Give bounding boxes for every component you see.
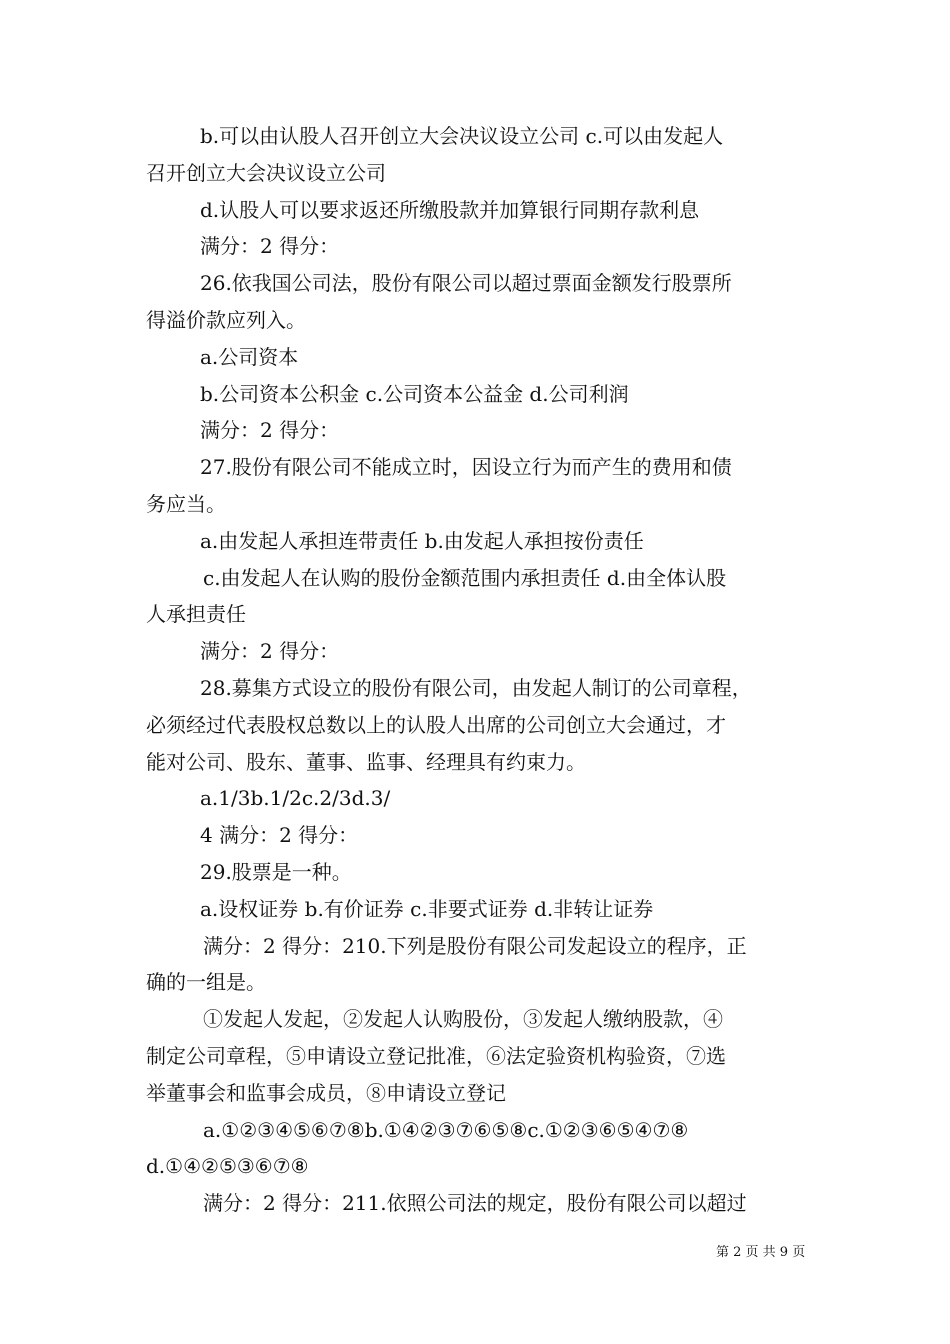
text-line: 确的一组是。 bbox=[146, 970, 266, 995]
text-line: 必须经过代表股权总数以上的认股人出席的公司创立大会通过，才 bbox=[146, 712, 726, 737]
option-line: a.由发起人承担连带责任 b.由发起人承担按份责任 bbox=[200, 528, 644, 553]
score-line: 4 满分：2 得分： bbox=[200, 823, 359, 848]
score-line: 满分：2 得分： bbox=[200, 418, 340, 443]
option-line: a.设权证券 b.有价证券 c.非要式证券 d.非转让证券 bbox=[200, 896, 654, 921]
option-line: a.1/3b.1/2c.2/3d.3/ bbox=[200, 786, 391, 811]
score-line: 满分：2 得分： bbox=[200, 234, 340, 259]
text-line: 务应当。 bbox=[146, 491, 226, 516]
text-line: 能对公司、股东、董事、监事、经理具有约束力。 bbox=[146, 749, 586, 774]
text-line: 举董事会和监事会成员，⑧申请设立登记 bbox=[146, 1080, 506, 1105]
option-line: c.由发起人在认购的股份金额范围内承担责任 d.由全体认股 bbox=[203, 565, 727, 590]
score-line: 满分：2 得分：210.下列是股份有限公司发起设立的程序，正 bbox=[203, 933, 747, 958]
option-line: a.①②③④⑤⑥⑦⑧b.①④②③⑦⑥⑤⑧c.①②③⑥⑤④⑦⑧ bbox=[203, 1117, 689, 1142]
option-line: b.公司资本公积金 c.公司资本公益金 d.公司利润 bbox=[200, 381, 629, 406]
score-line: 满分：2 得分： bbox=[200, 639, 340, 664]
option-line: d.①④②⑤③⑥⑦⑧ bbox=[146, 1154, 309, 1179]
text-line: b.可以由认股人召开创立大会决议设立公司 c.可以由发起人 bbox=[200, 124, 724, 148]
text-line: 人承担责任 bbox=[146, 602, 246, 627]
question-29: 29.股票是一种。 bbox=[200, 859, 352, 884]
score-line: 满分：2 得分：211.依照公司法的规定，股份有限公司以超过 bbox=[203, 1191, 747, 1216]
question-28: 28.募集方式设立的股份有限公司，由发起人制订的公司章程， bbox=[200, 675, 752, 700]
text-line: 得溢价款应列入。 bbox=[146, 307, 306, 332]
page-number: 第 2 页 共 9 页 bbox=[716, 1245, 806, 1260]
text-line: ①发起人发起，②发起人认购股份，③发起人缴纳股款，④ bbox=[203, 1007, 723, 1032]
question-27: 27.股份有限公司不能成立时，因设立行为而产生的费用和债 bbox=[200, 455, 732, 480]
text-line: 召开创立大会决议设立公司 bbox=[146, 160, 386, 185]
text-line: 制定公司章程，⑤申请设立登记批准，⑥法定验资机构验资，⑦选 bbox=[146, 1043, 726, 1068]
option-line: a.公司资本 bbox=[200, 344, 299, 369]
question-26: 26.依我国公司法，股份有限公司以超过票面金额发行股票所 bbox=[200, 271, 732, 296]
document-body bbox=[146, 118, 810, 1222]
text-line: d.认股人可以要求返还所缴股款并加算银行同期存款利息 bbox=[200, 197, 700, 222]
